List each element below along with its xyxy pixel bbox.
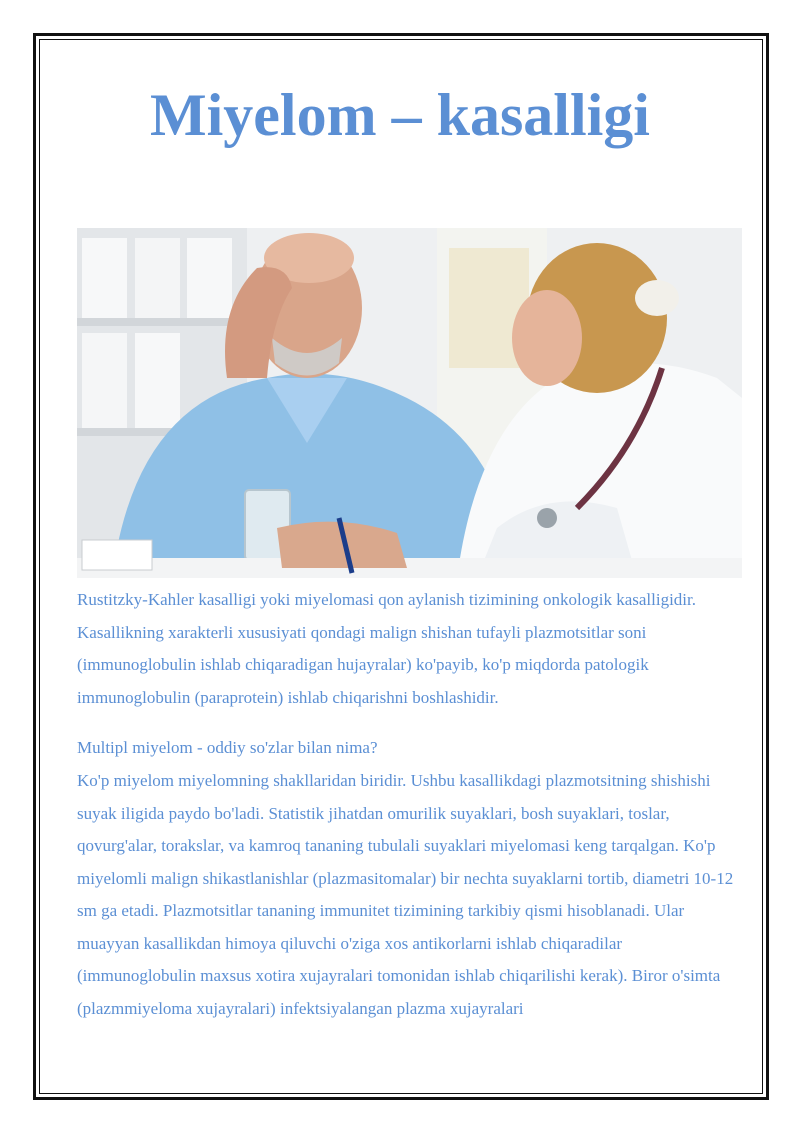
page-title: Miyelom – kasalligi <box>150 82 650 148</box>
section-question: Multipl miyelom - oddiy so'zlar bilan nima? <box>77 738 378 757</box>
photo-illustration <box>77 228 742 578</box>
intro-paragraph: Rustitzky-Kahler kasalligi yoki miyelomasi qon aylanish tizimining onkologik kasalligidir. Kasallikning xarakterli xususiyati qondagi malign shishan tufayli plazmotsitlar soni (immunoglobulin ishlab chiqaradigan hujayralar) ko'payib, ko'p miqdorda patologik immunoglobulin (paraprotein) ishlab chiqarishni boshlashidir. <box>77 590 697 707</box>
patient-doctor-photo <box>77 228 742 578</box>
body-paragraph: Ko'p miyelom miyelomning shakllaridan biridir. Ushbu kasallikdagi plazmotsitning shishishi suyak iligida paydo bo'ladi. Statistik jihatdan omurilik suyaklari, bosh suyaklari, toslar, qovurg'alar, torakslar, va kamroq tananing tubulali suyaklari miyelomasi keng tarqalgan. Ko'p miyelomli malign shikastlanishlar (plazmasitomalar) bir nechta suyaklarni tortib, diametri 10-12 sm ga etadi. Plazmotsitlar tananing immunitet tizimining tarkibiy qismi hisoblanadi. Ular muayyan kasallikdan himoya qiluvchi o'ziga xos antikorlarni ishlab chiqaradilar (immunoglobulin maxsus xotira xujayralari tomonidan ishlab chiqarilishi kerak). Biror o'simta (plazmmiyeloma xujayralari) infektsiyalangan plazma xujayralari <box>77 771 734 1018</box>
